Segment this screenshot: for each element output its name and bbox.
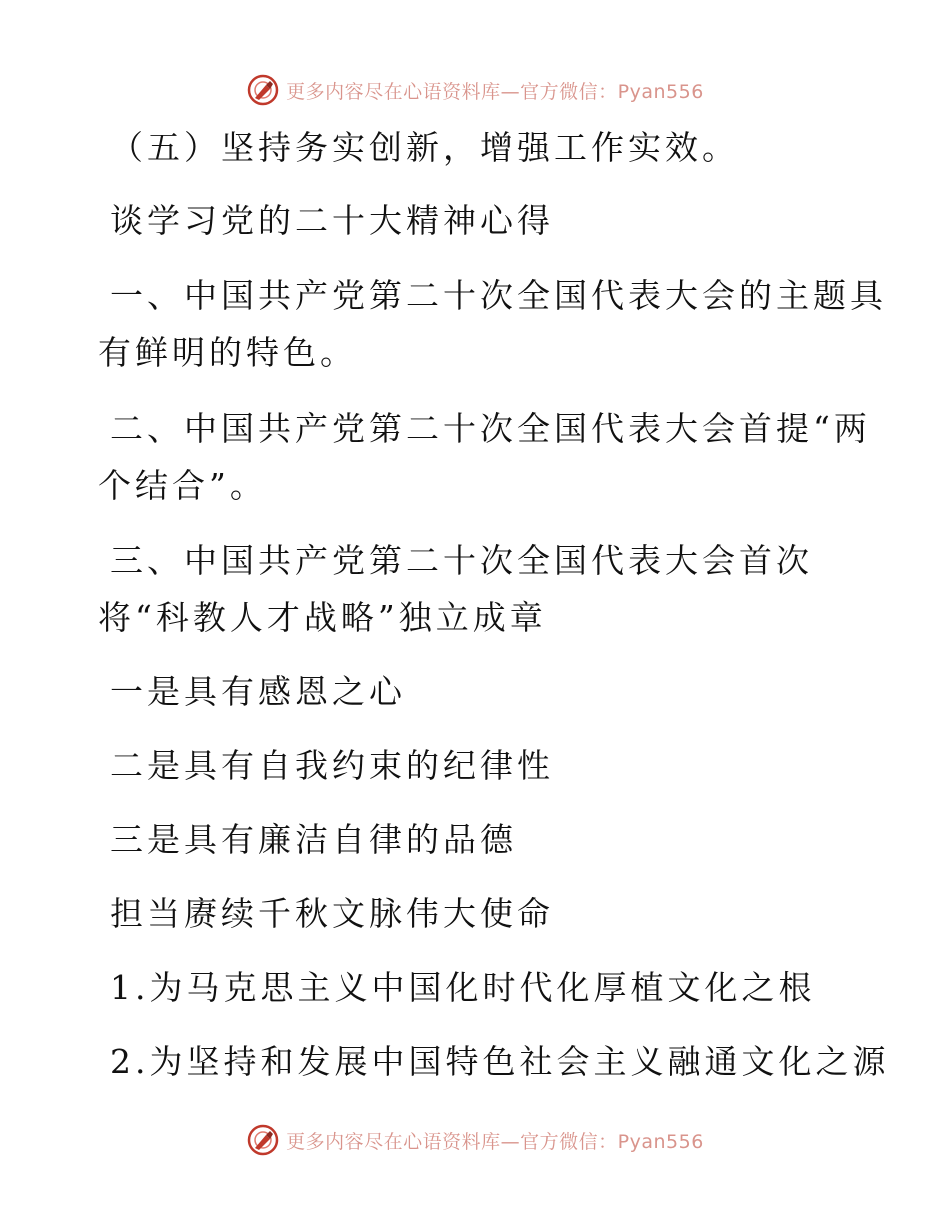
section-heading: 谈学习党的二十大精神心得 [110, 201, 554, 240]
text-line: 有鲜明的特色。 [98, 333, 357, 372]
text-line: 三是具有廉洁自律的品德 [110, 820, 517, 859]
watermark-text: 更多内容尽在心语资料库—官方微信：Pyan556 [286, 80, 704, 103]
text-line: 二是具有自我约束的纪律性 [110, 746, 554, 785]
pen-nib-circle-icon [246, 73, 280, 107]
pen-nib-circle-icon [246, 1123, 280, 1157]
watermark-text: 更多内容尽在心语资料库—官方微信：Pyan556 [286, 1130, 704, 1153]
text-line: 个结合”。 [98, 466, 267, 505]
header-watermark [0, 70, 950, 110]
text-line: 一是具有感恩之心 [110, 672, 406, 711]
text-line: 2.为坚持和发展中国特色社会主义融通文化之源 [110, 1042, 890, 1081]
text-line: 三、中国共产党第二十次全国代表大会首次 [110, 541, 813, 580]
text-line: 担当赓续千秋文脉伟大使命 [110, 894, 554, 933]
text-line: （五）坚持务实创新，增强工作实效。 [110, 128, 739, 167]
footer-watermark [0, 1120, 950, 1160]
text-line: 二、中国共产党第二十次全国代表大会首提“两 [110, 409, 871, 448]
text-line: 将“科教人才战略”独立成章 [98, 598, 547, 637]
text-line: 一、中国共产党第二十次全国代表大会的主题具 [110, 276, 887, 315]
text-line: 1.为马克思主义中国化时代化厚植文化之根 [110, 968, 816, 1007]
